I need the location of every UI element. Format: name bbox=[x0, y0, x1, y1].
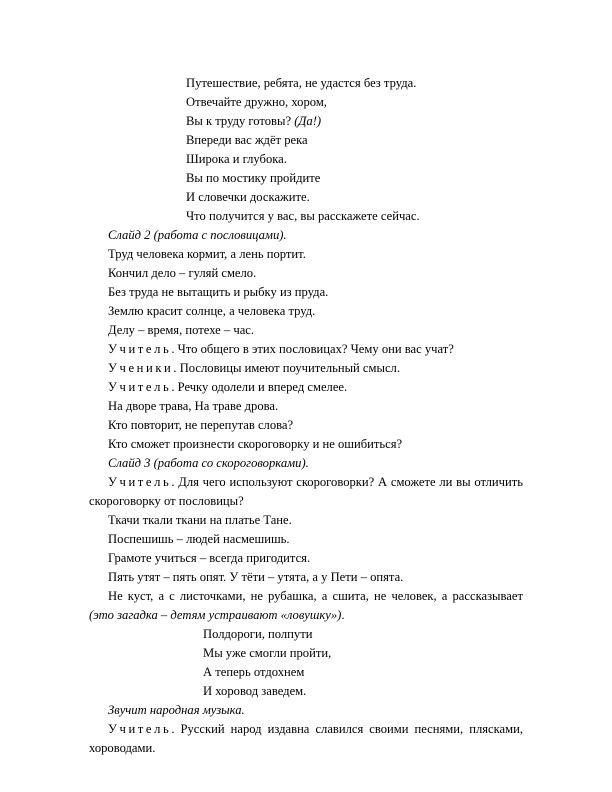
poem-line: Что получится у вас, вы расскажете сейчас. bbox=[186, 209, 420, 223]
dialogue-paragraph bbox=[89, 720, 523, 758]
dialogue-text: . Что общего в этих пословицах? Чему они вас учат? bbox=[171, 342, 454, 356]
poem-line-text: Вы к труду готовы? bbox=[186, 114, 295, 128]
poem-line: Впереди вас ждёт река bbox=[186, 133, 308, 147]
speaker-students: Ученики bbox=[108, 361, 174, 375]
poem-line bbox=[186, 112, 321, 131]
twister-line: Кто повторит, не перепутав слова? bbox=[108, 418, 294, 432]
dialogue-text: . Речку одолели и вперед смелее. bbox=[171, 380, 348, 394]
twister-line: Кто сможет произнести скороговорку и не ошибиться? bbox=[108, 437, 403, 451]
riddle-end: . bbox=[341, 608, 345, 623]
poem-line: Широка и глубока. bbox=[186, 152, 287, 166]
proverb-line: Землю красит солнце, а человека труд. bbox=[108, 304, 316, 318]
riddle-paragraph bbox=[89, 587, 523, 625]
twister-line: На дворе трава, На траве дрова. bbox=[108, 399, 279, 413]
riddle-note: (это загадка – детям устраивают «ловушку») bbox=[89, 608, 342, 623]
slide-heading: Слайд 3 (работа со скороговорками). bbox=[108, 456, 309, 470]
speaker-teacher: Учитель bbox=[108, 380, 172, 394]
riddle-text: Не куст, а с листочками, не рубашка, а сшита, не человек, а рассказывает bbox=[108, 589, 523, 603]
dialogue-line bbox=[108, 378, 347, 397]
speaker-teacher: Учитель bbox=[108, 342, 172, 356]
dialogue-text: . Для чего используют скороговорки? А сможете ли вы отличить скороговорку от пословицы? bbox=[89, 475, 523, 509]
poem-line: Мы уже смогли пройти, bbox=[203, 646, 332, 660]
proverb-line: Поспешишь – людей насмешишь. bbox=[108, 532, 290, 546]
dialogue-text: . Пословицы имеют поучительный смысл. bbox=[173, 361, 400, 375]
dialogue-paragraph bbox=[89, 473, 523, 511]
dialogue-line bbox=[108, 359, 400, 378]
poem-line: Вы по мостику пройдите bbox=[186, 171, 321, 185]
poem-line: И словечки доскажите. bbox=[186, 190, 310, 204]
dialogue-line bbox=[108, 340, 454, 359]
proverb-line: Кончил дело – гуляй смело. bbox=[108, 266, 257, 280]
poem-line: И хоровод заведем. bbox=[203, 684, 307, 698]
speaker-teacher: Учитель bbox=[108, 722, 172, 736]
dialogue-text: . Русский народ издавна славился своими песнями, плясками, хороводами. bbox=[89, 722, 523, 756]
proverb-line: Без труда не вытащить и рыбку из пруда. bbox=[108, 285, 329, 299]
stage-direction: Звучит народная музыка. bbox=[108, 703, 245, 717]
proverb-line: Грамоте учиться – всегда пригодится. bbox=[108, 551, 311, 565]
poem-line-answer: (Да!) bbox=[294, 114, 322, 128]
proverb-line: Труд человека кормит, а лень портит. bbox=[108, 247, 306, 261]
slide-heading: Слайд 2 (работа с пословицами). bbox=[108, 228, 287, 242]
twister-line: Ткачи ткали ткани на платье Тане. bbox=[108, 513, 292, 527]
poem-line: А теперь отдохнем bbox=[203, 665, 305, 679]
proverb-line: Делу – время, потехе – час. bbox=[108, 323, 255, 337]
poem-line: Отвечайте дружно, хором, bbox=[186, 95, 327, 109]
twister-line: Пять утят – пять опят. У тёти – утята, а у Пети – опята. bbox=[108, 570, 404, 584]
poem-line: Путешествие, ребята, не удастся без труда. bbox=[186, 76, 417, 90]
speaker-teacher: Учитель bbox=[108, 475, 172, 489]
poem-line: Полдороги, полпути bbox=[203, 627, 313, 641]
